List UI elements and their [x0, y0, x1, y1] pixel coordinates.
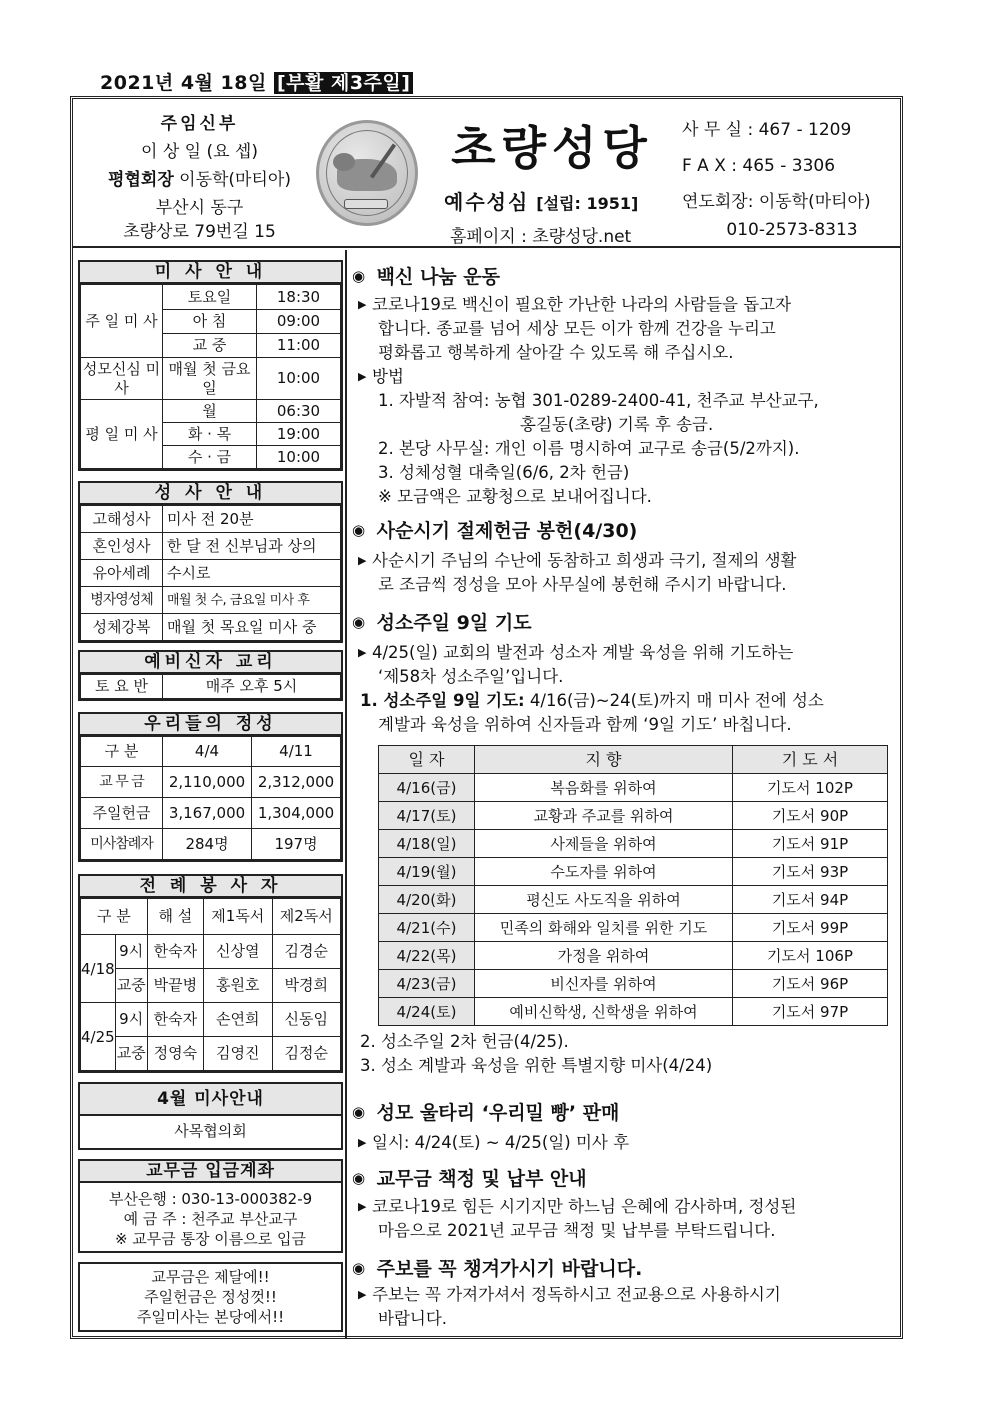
- april-mass-section: [78, 1082, 343, 1150]
- bulletin-line: 주보는 꼭 가져가셔서 정독하시고 전교용으로 사용하시기: [372, 1285, 781, 1304]
- offering-value: 284명: [163, 829, 252, 860]
- novena-cell: 기도서 91P: [733, 830, 888, 858]
- mass-title: 미 사 안 내: [78, 260, 343, 284]
- fax-number: F A X : 465 - 3306: [682, 156, 836, 176]
- novena-cell: 교황과 주교를 위하여: [475, 802, 733, 830]
- novena-cell: 4/21(수): [379, 914, 475, 942]
- novena-cell: 4/23(금): [379, 970, 475, 998]
- church-name: 초량성당: [451, 121, 653, 175]
- server-date-2: 4/25: [81, 1003, 116, 1071]
- vaccine-method: 방법: [372, 367, 404, 386]
- novena-cell: 복음화를 위하여: [475, 774, 733, 802]
- novena-table: [378, 745, 888, 1026]
- novena-cell: 4/20(화): [379, 886, 475, 914]
- novena-cell: 기도서 96P: [733, 970, 888, 998]
- offering-section: [78, 712, 343, 862]
- section-bulletin: [352, 1254, 897, 1331]
- section-vocation: [352, 608, 897, 1078]
- council-label: 평협회장: [108, 170, 174, 190]
- table-row: [379, 942, 888, 970]
- column-divider: [345, 250, 347, 1339]
- sacrament-value: 매월 첫 목요일 미사 중: [163, 614, 341, 641]
- sacrament-title: 성 사 안 내: [78, 481, 343, 505]
- novena-head: 기 도 서: [733, 746, 888, 774]
- lent-line: 사순시기 주님의 수난에 동참하고 희생과 극기, 절제의 생활: [372, 551, 797, 570]
- bullet-icon: ◉: [352, 1169, 366, 1187]
- bullet-icon: ◉: [352, 521, 366, 539]
- offering-title: 우리들의 정성: [78, 712, 343, 736]
- vocation-line: 3. 성소 계발과 육성을 위한 특별지향 미사(4/24): [360, 1056, 713, 1075]
- triangle-icon: ▶: [358, 1288, 367, 1301]
- server-cell: 한숙자: [147, 935, 203, 969]
- table-row: [379, 970, 888, 998]
- date-text: 2021년 4월 18일: [100, 72, 267, 94]
- table-row: [379, 914, 888, 942]
- vaccine-line: 3. 성체성혈 대축일(6/6, 2차 헌금): [378, 463, 630, 482]
- sacrament-value: 수시로: [163, 560, 341, 587]
- yeondo-leader: 연도회장: 이동학(마티아): [682, 192, 871, 212]
- vaccine-line: 홍길동(초량) 기록 후 송금.: [520, 415, 714, 434]
- bullet-icon: ◉: [352, 613, 366, 631]
- triangle-icon: ▶: [358, 1200, 367, 1213]
- table-row: [379, 886, 888, 914]
- catechumen-value: 매주 오후 5시: [163, 675, 341, 699]
- bread-line: 일시: 4/24(토) ~ 4/25(일) 미사 후: [372, 1133, 630, 1152]
- novena-line: 4/16(금)~24(토)까지 매 미사 전에 성소: [524, 691, 824, 710]
- server-cell: 9시: [115, 935, 147, 969]
- weekday-mass-label: 평 일 미 사: [81, 400, 163, 469]
- homepage[interactable]: 홈페이지 : 초량성당.net: [450, 227, 632, 247]
- noon-label: 교 중: [163, 334, 257, 358]
- bulletin-line: 바랍니다.: [378, 1309, 448, 1328]
- morning-time: 09:00: [257, 310, 341, 334]
- server-title: 전 례 봉 사 자: [78, 874, 343, 898]
- section-vaccine: [352, 262, 897, 509]
- novena-cell: 평신도 사도직을 위하여: [475, 886, 733, 914]
- novena-cell: 4/19(월): [379, 858, 475, 886]
- table-row: [379, 858, 888, 886]
- morning-label: 아 침: [163, 310, 257, 334]
- novena-cell: 4/17(토): [379, 802, 475, 830]
- vaccine-line: 합니다. 종교를 넘어 세상 모든 이가 함께 건강을 누리고: [378, 319, 776, 338]
- tuethu-time: 19:00: [257, 423, 341, 446]
- april-value: 사목협의회: [78, 1116, 343, 1150]
- novena-cell: 기도서 94P: [733, 886, 888, 914]
- novena-cell: 기도서 102P: [733, 774, 888, 802]
- offering-value: 1,304,000: [252, 798, 341, 829]
- offering-head: 4/4: [163, 737, 252, 767]
- novena-head: 일 자: [379, 746, 475, 774]
- server-date-1: 4/18: [81, 935, 116, 1003]
- catechumen-label: 토 요 반: [81, 675, 163, 699]
- vocation-line: 계발과 육성을 위하여 신자들과 함께 ‘9일 기도’ 바칩니다.: [378, 715, 792, 734]
- sacred-mass-label: 성모신심 미 사: [81, 358, 163, 400]
- pastor-name: 이 상 일 (요 셉): [141, 142, 258, 162]
- triangle-icon: ▶: [358, 1136, 367, 1149]
- vaccine-note: ※ 모금액은 교황청으로 보내어집니다.: [378, 487, 652, 506]
- vaccine-line: 2. 본당 사무실: 개인 이름 명시하여 교구로 송금(5/2까지).: [378, 439, 800, 458]
- account-line1: 부산은행 : 030-13-000382-9: [108, 1190, 313, 1208]
- offering-head: 4/11: [252, 737, 341, 767]
- wedfri-time: 10:00: [257, 446, 341, 469]
- novena-cell: 예비신학생, 신학생을 위하여: [475, 998, 733, 1026]
- bulletin-date: [100, 68, 413, 95]
- vocation-line: ‘제58차 성소주일’입니다.: [378, 667, 564, 686]
- sacred-day: 매월 첫 금요일: [163, 358, 257, 400]
- table-row: [379, 998, 888, 1026]
- server-cell: 교중: [115, 1037, 147, 1071]
- founded: [설립: 1951]: [536, 194, 639, 213]
- table-row: [379, 830, 888, 858]
- novena-cell: 기도서 97P: [733, 998, 888, 1026]
- server-head-0: 구 분: [81, 899, 148, 935]
- slogan-line3: 주일미사는 본당에서!!: [136, 1308, 285, 1326]
- mon-label: 월: [163, 400, 257, 423]
- offering-value: 197명: [252, 829, 341, 860]
- address-line2: 초량상로 79번길 15: [123, 222, 276, 242]
- novena-cell: 기도서 90P: [733, 802, 888, 830]
- server-cell: 홍원호: [204, 969, 272, 1003]
- novena-cell: 4/18(일): [379, 830, 475, 858]
- catechumen-title: 예비신자 교리: [78, 650, 343, 674]
- bread-title: 성모 울타리 ‘우리밀 빵’ 판매: [376, 1102, 620, 1124]
- section-dues: [352, 1164, 897, 1243]
- lent-title: 사순시기 절제헌금 봉헌(4/30): [376, 520, 638, 542]
- council-name: 이동학(마티아): [179, 170, 291, 190]
- novena-cell: 사제들을 위하여: [475, 830, 733, 858]
- server-cell: 신동임: [272, 1003, 340, 1037]
- novena-label: 1. 성소주일 9일 기도:: [360, 691, 525, 710]
- header-right: [682, 112, 902, 240]
- vocation-title: 성소주일 9일 기도: [376, 612, 532, 634]
- server-cell: 박끝병: [147, 969, 203, 1003]
- vaccine-line: 1. 자발적 참여: 농협 301-0289-2400-41, 천주교 부산교구,: [378, 391, 819, 410]
- office-phone: 사 무 실 : 467 - 1209: [682, 120, 852, 140]
- server-head-1: 해 설: [147, 899, 203, 935]
- tuethu-label: 화 · 목: [163, 423, 257, 446]
- vocation-line: 2. 성소주일 2차 헌금(4/25).: [360, 1032, 569, 1051]
- slogan-box: [78, 1262, 343, 1332]
- header-left: [72, 110, 327, 242]
- wedfri-label: 수 · 금: [163, 446, 257, 469]
- server-head-3: 제2독서: [272, 899, 340, 935]
- sacrament-guide: [78, 481, 343, 643]
- patron: 예수성심: [444, 190, 530, 214]
- offering-value: 2,312,000: [252, 767, 341, 798]
- emblem-label: [344, 199, 388, 209]
- novena-cell: 기도서 99P: [733, 914, 888, 942]
- vaccine-title: 백신 나눔 운동: [376, 266, 500, 288]
- dues-line: 코로나19로 힘든 시기지만 하느님 은혜에 감사하며, 정성된: [372, 1197, 797, 1216]
- lent-line: 로 조금씩 정성을 모아 사무실에 봉헌해 주시기 바랍니다.: [378, 575, 787, 594]
- server-section: [78, 874, 343, 1073]
- sunday-mass-label: 주 일 미 사: [81, 285, 163, 358]
- offering-value: 2,110,000: [163, 767, 252, 798]
- triangle-icon: ▶: [358, 554, 367, 567]
- liturgical-day: [부활 제3주일]: [274, 72, 413, 94]
- novena-cell: 4/16(금): [379, 774, 475, 802]
- sacrament-label: 유아세례: [81, 560, 163, 587]
- bulletin-title: 주보를 꼭 챙겨가시기 바랍니다.: [376, 1258, 643, 1280]
- novena-cell: 기도서 93P: [733, 858, 888, 886]
- server-cell: 손연희: [204, 1003, 272, 1037]
- dues-title: 교무금 책정 및 납부 안내: [376, 1168, 587, 1190]
- bullet-icon: ◉: [352, 267, 366, 285]
- triangle-icon: ▶: [358, 298, 367, 311]
- dues-line: 마음으로 2021년 교무금 책정 및 납부를 부탁드립니다.: [378, 1221, 776, 1240]
- section-bread: [352, 1098, 897, 1155]
- account-line3: ※ 교무금 통장 이름으로 입금: [114, 1230, 307, 1248]
- sacrament-value: 한 달 전 신부님과 상의: [163, 533, 341, 560]
- april-title: 4월 미사안내: [78, 1082, 343, 1116]
- server-head-2: 제1독서: [204, 899, 272, 935]
- server-cell: 박경희: [272, 969, 340, 1003]
- novena-cell: 수도자를 위하여: [475, 858, 733, 886]
- bullet-icon: ◉: [352, 1259, 366, 1277]
- mon-time: 06:30: [257, 400, 341, 423]
- triangle-icon: ▶: [358, 646, 367, 659]
- sat-label: 토요일: [163, 285, 257, 310]
- sacred-time: 10:00: [257, 358, 341, 400]
- sacrament-label: 병자영성체: [81, 587, 163, 614]
- server-cell: 김영진: [204, 1037, 272, 1071]
- mass-schedule: [78, 260, 343, 471]
- slogan-line1: 교무금은 제달에!!: [151, 1268, 270, 1286]
- sacrament-value: 매월 첫 수, 금요일 미사 후: [163, 587, 341, 614]
- church-subtitle: [444, 186, 638, 215]
- bullet-icon: ◉: [352, 1103, 366, 1121]
- address-line1: 부산시 동구: [155, 198, 244, 218]
- sacrament-label: 혼인성사: [81, 533, 163, 560]
- novena-cell: 민족의 화해와 일치를 위한 기도: [475, 914, 733, 942]
- novena-cell: 비신자를 위하여: [475, 970, 733, 998]
- sacrament-label: 성체강복: [81, 614, 163, 641]
- pastor-title: 주임신부: [160, 114, 239, 134]
- offering-value: 3,167,000: [163, 798, 252, 829]
- account-section: [78, 1159, 343, 1253]
- server-cell: 9시: [115, 1003, 147, 1037]
- vocation-line: 4/25(일) 교회의 발전과 성소자 계발 육성을 위해 기도하는: [372, 643, 794, 662]
- server-cell: 김정순: [272, 1037, 340, 1071]
- novena-head: 지 향: [475, 746, 733, 774]
- bulletin-header: [72, 98, 901, 248]
- server-cell: 한숙자: [147, 1003, 203, 1037]
- sacrament-value: 미사 전 20분: [163, 506, 341, 533]
- offering-label: 주일헌금: [81, 798, 163, 829]
- catechumen-class: [78, 650, 343, 701]
- offering-label: 교 무 금: [81, 767, 163, 798]
- server-cell: 정영숙: [147, 1037, 203, 1071]
- church-emblem: [316, 120, 418, 226]
- section-lent: [352, 516, 897, 597]
- offering-label: 미사참례자: [81, 829, 163, 860]
- sat-time: 18:30: [257, 285, 341, 310]
- triangle-icon: ▶: [358, 370, 367, 383]
- server-cell: 김경순: [272, 935, 340, 969]
- server-cell: 신상열: [204, 935, 272, 969]
- leader-phone: 010-2573-8313: [726, 220, 858, 240]
- slogan-line2: 주일헌금은 정성껏!!: [144, 1288, 277, 1306]
- novena-cell: 기도서 106P: [733, 942, 888, 970]
- vaccine-line: 평화롭고 행복하게 살아갈 수 있도록 해 주십시오.: [378, 343, 734, 362]
- novena-cell: 가정을 위하여: [475, 942, 733, 970]
- noon-time: 11:00: [257, 334, 341, 358]
- novena-cell: 4/22(목): [379, 942, 475, 970]
- table-row: [379, 802, 888, 830]
- account-line2: 예 금 주 : 천주교 부산교구: [123, 1210, 298, 1228]
- novena-cell: 4/24(토): [379, 998, 475, 1026]
- table-row: [379, 774, 888, 802]
- offering-head: 구 분: [81, 737, 163, 767]
- server-cell: 교중: [115, 969, 147, 1003]
- vaccine-line: 코로나19로 백신이 필요한 가난한 나라의 사람들을 돕고자: [372, 295, 792, 314]
- sacrament-label: 고해성사: [81, 506, 163, 533]
- account-title: 교무금 입금계좌: [78, 1159, 343, 1183]
